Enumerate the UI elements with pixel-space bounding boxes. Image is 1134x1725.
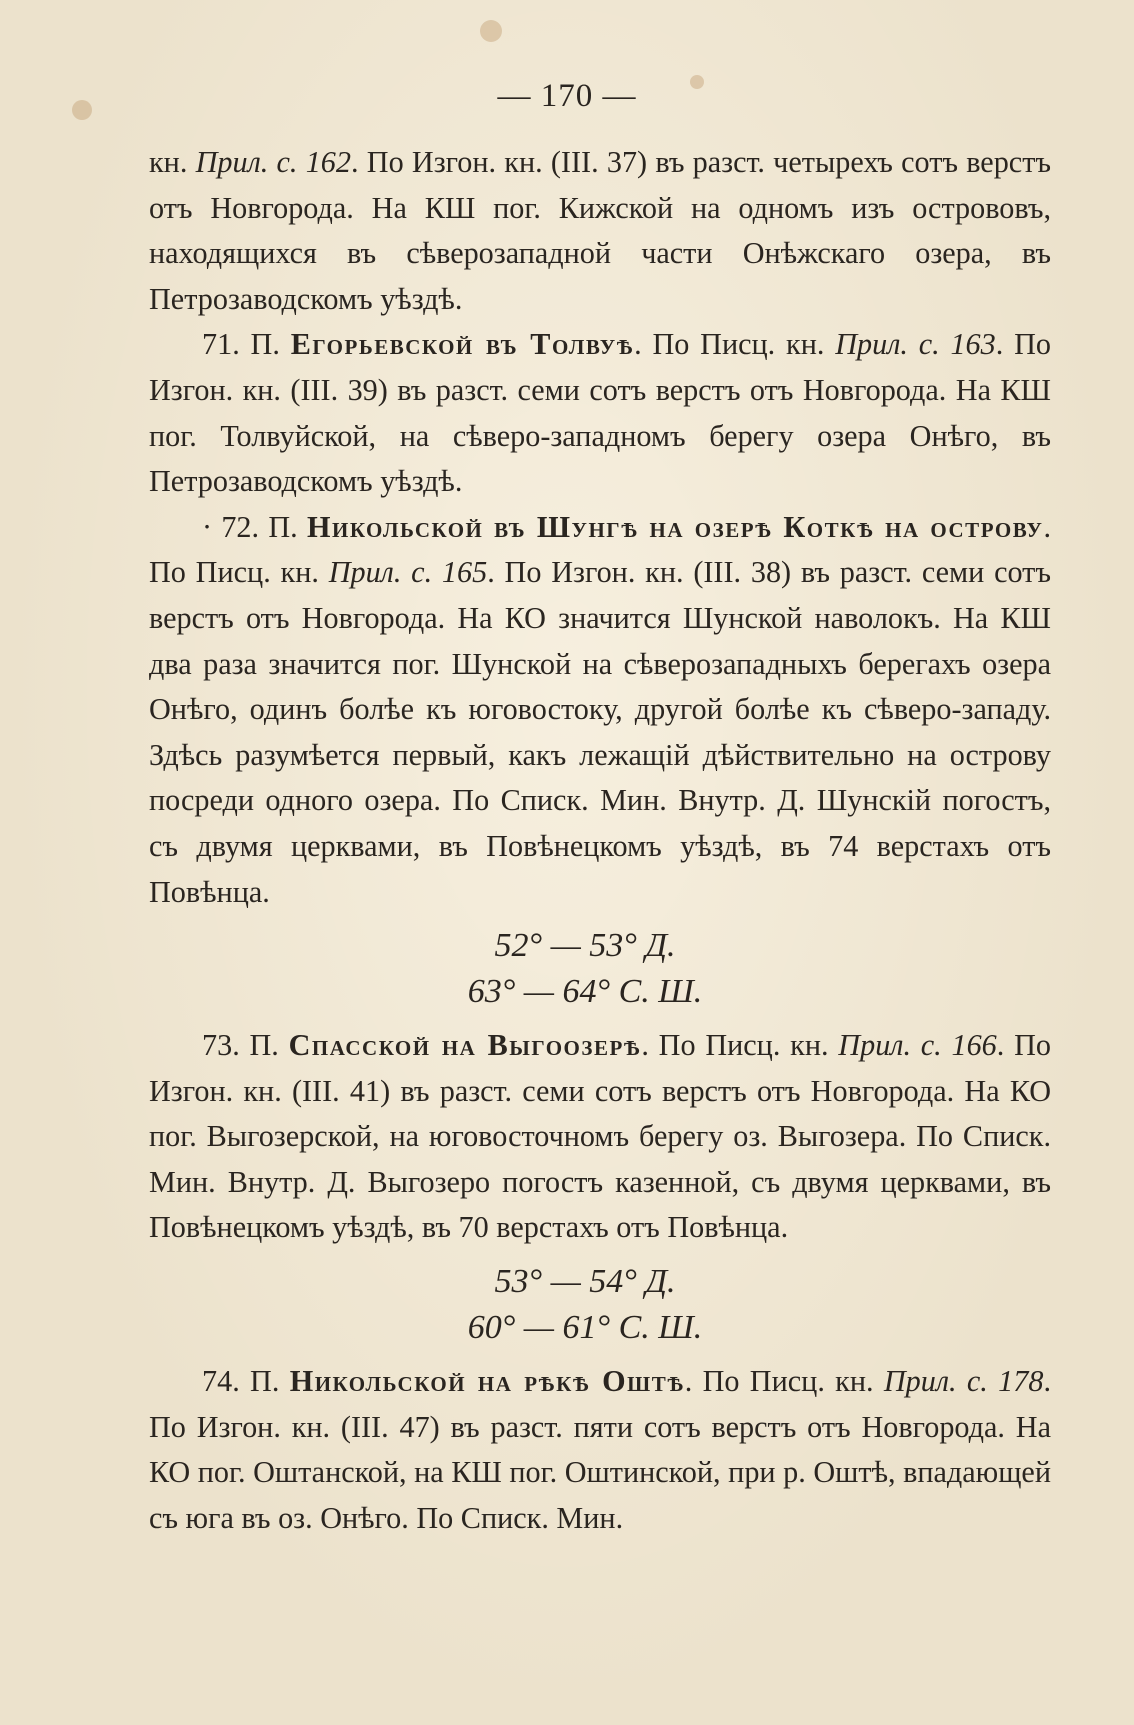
entry-title: Никольской въ Шунгѣ на озерѣ Коткѣ на острову <box>307 509 1044 544</box>
entry-73: 73. П. Спасской на Выгоозерѣ. По Писц. кн. Прил. с. 166. По Изгон. кн. (III. 41) въ разст. семи сотъ верстъ отъ Новгорода. На КО пог. Выгозерской, на юговосточномъ берегу оз. Выгозера. По Списк. Мин. Внутр. Д. Выгозеро погостъ казенной, съ двумя церквами, въ Повѣнецкомъ уѣздѣ, въ 70 верстахъ отъ Повѣнца. <box>149 1028 1051 1245</box>
coordinates-72 <box>149 923 1051 1015</box>
appendix-reference: Прил. с. 162 <box>195 145 351 179</box>
text-body <box>149 140 1051 1541</box>
latitude: 60° — 61° С. Ш. <box>467 1309 703 1347</box>
page-number: — 170 — <box>497 78 637 114</box>
appendix-reference: Прил. с. 178 <box>883 1364 1044 1399</box>
paper-stain <box>480 20 502 42</box>
longitude: 52° — 53° Д. <box>494 927 676 965</box>
appendix-reference: Прил. с. 166 <box>838 1028 997 1063</box>
latitude: 63° — 64° С. Ш. <box>467 973 703 1011</box>
longitude: 53° — 54° Д. <box>494 1263 676 1301</box>
paragraph-continuation: кн. Прил. с. 162. По Изгон. кн. (III. 37) въ разст. четырехъ сотъ верстъ отъ Новгорода. На КШ пог. Кижской на одномъ изъ острововъ, находящихся въ сѣверозападной части Онѣжскаго озера, въ Петрозаводскомъ уѣздѣ. <box>149 145 1051 316</box>
entry-71: 71. П. Егорьевской въ Толвуѣ. По Писц. кн. Прил. с. 163. По Изгон. кн. (III. 39) въ разст. семи сотъ верстъ отъ Новгорода. На КШ пог. Толвуйской, на сѣверо-западномъ берегу озера Онѣго, въ Петрозаводскомъ уѣздѣ. <box>149 327 1051 499</box>
coordinates-73 <box>149 1259 1051 1351</box>
entry-title: Спасской на Выгоозерѣ <box>288 1028 642 1063</box>
entry-74: 74. П. Никольской на рѣкѣ Оштѣ. По Писц. кн. Прил. с. 178. По Изгон. кн. (III. 47) въ разст. пяти сотъ верстъ отъ Новгорода. На КО пог. Оштанской, на КШ пог. Оштинской, при р. Оштѣ, впадающей съ юга въ оз. Онѣго. По Списк. Мин. <box>149 1364 1051 1535</box>
appendix-reference: Прил. с. 163 <box>835 327 996 362</box>
entry-title: Егорьевской въ Толвуѣ <box>290 327 635 362</box>
entry-title: Никольской на рѣкѣ Оштѣ <box>289 1364 685 1399</box>
appendix-reference: Прил. с. 165 <box>328 555 488 590</box>
entry-72: · 72. П. Никольской въ Шунгѣ на озерѣ Коткѣ на острову. По Писц. кн. Прил. с. 165. По Изгон. кн. (III. 38) въ разст. семи сотъ верстъ отъ Новгорода. На КО значится Шунской наволокъ. На КШ два раза значится пог. Шунской на сѣверозападныхъ берегахъ озера Онѣго, одинъ болѣе къ юговостоку, другой болѣе къ сѣверо-западу. Здѣсь разумѣется первый, какъ лежащій дѣйствительно на острову посреди одного озера. По Списк. Мин. Внутр. Д. Шунскій погостъ, съ двумя церквами, въ Повѣнецкомъ уѣздѣ, въ 74 верстахъ отъ Повѣнца. <box>149 509 1051 909</box>
